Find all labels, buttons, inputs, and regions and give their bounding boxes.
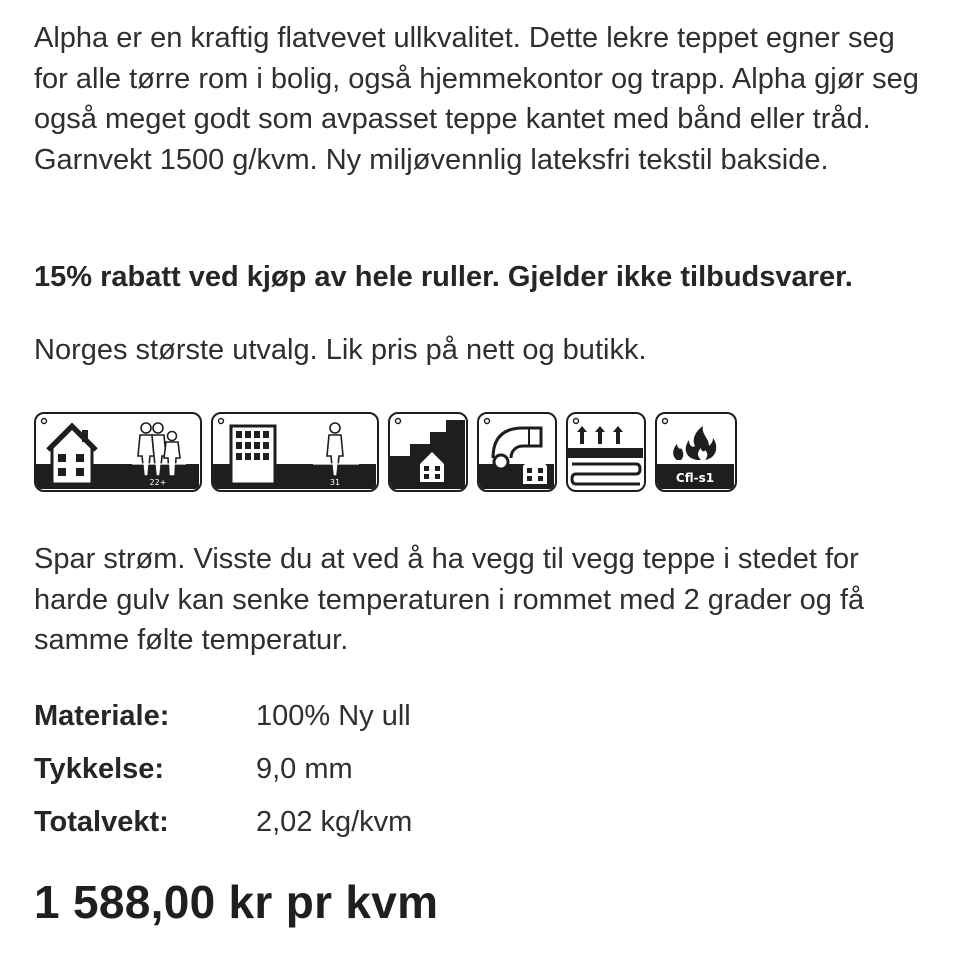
spec-label: Tykkelse: bbox=[34, 753, 165, 785]
price: 1 588,00 kr pr kvm bbox=[34, 876, 439, 928]
discount-notice: 15% rabatt ved kjøp av hele ruller. Gjelder ikke tilbudsvarer. bbox=[34, 261, 853, 293]
spec-row-total-weight bbox=[34, 796, 412, 849]
fire-rating-icon bbox=[655, 412, 737, 492]
spec-value: 9,0 mm bbox=[256, 753, 353, 785]
spec-label: Totalvekt: bbox=[34, 806, 169, 838]
fire-class-label: Cfl-s1 bbox=[675, 471, 715, 485]
spec-row-thickness bbox=[34, 743, 412, 796]
underfloor-heating-icon bbox=[566, 412, 646, 492]
residential-use-icon bbox=[34, 412, 202, 492]
stairs-icon bbox=[388, 412, 468, 492]
residential-class-label: 22+ bbox=[149, 478, 167, 487]
spec-value: 2,02 kg/kvm bbox=[256, 806, 413, 838]
selection-notice: Norges største utvalg. Lik pris på nett og butikk. bbox=[34, 334, 647, 366]
energy-notice: Spar strøm. Visste du at ved å ha vegg til vegg teppe i stedet for harde gulv kan senke temperaturen i rommet med 2 grader og få samme følte temperatur. bbox=[34, 543, 865, 656]
spec-label: Materiale: bbox=[34, 700, 170, 732]
commercial-use-icon bbox=[211, 412, 379, 492]
specs-table bbox=[34, 690, 412, 849]
usage-icons bbox=[34, 412, 737, 496]
spec-row-material bbox=[34, 690, 412, 743]
description-intro: Alpha er en kraftig flatvevet ullkvalitet. Dette lekre teppet egner seg for alle tørre rom i bolig, også hjemmekontor og trapp. Alpha gjør seg også meget godt som avpasset teppe kantet med bånd eller tråd. Garnvekt 1500 g/kvm. Ny miljøvennlig lateksfri tekstil bakside. bbox=[34, 22, 919, 176]
spec-value: 100% Ny ull bbox=[256, 700, 411, 732]
commercial-class-label: 31 bbox=[329, 478, 341, 487]
castor-chair-icon bbox=[477, 412, 557, 492]
